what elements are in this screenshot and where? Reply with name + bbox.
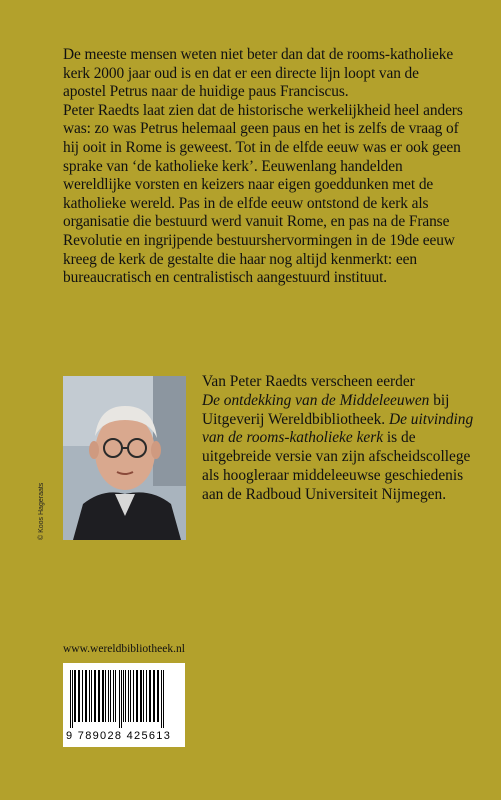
blurb-paragraph-2: Peter Raedts laat zien dat de historische werkelijkheid heel anders was: zo was Petrus helemaal geen paus en het is zelfs de vraag of hij ooit in Rome is geweest. Tot in de elfde eeuw was er ook geen sprake van ‘de katholieke kerk’. Eeuwenlang handelden wereldlijke vorsten en keizers naar eigen goeddunken met de katholieke wereld. Pas in de elfde eeuw ontstond de kerk als organisatie die bestuurd werd vanuit Rome, en pas na de Franse Revolutie en ingrijpende bestuurshervormingen in de 19de eeuw kreeg de kerk de gestalte die haar nog altijd kenmerkt: een bureaucratisch en centralistisch aangestuurd instituut. — [63, 101, 463, 287]
barcode-bar — [91, 670, 92, 722]
barcode-bar — [140, 670, 142, 722]
bio-description: is de uitgebreide versie van zijn afscheidscollege als hoogleraar middeleeuwse geschiedenis aan de Radboud Universiteit Nijmegen. — [202, 429, 471, 503]
barcode-bar — [161, 670, 162, 728]
barcode-bar — [102, 670, 104, 722]
barcode-bar — [82, 670, 83, 722]
barcode-bar — [136, 670, 138, 722]
barcode-bar — [121, 670, 122, 728]
bio-publisher: bij Uitgeverij Wereldbibliotheek. — [202, 391, 450, 428]
barcode-bar — [128, 670, 129, 722]
isbn-number: 9 789028 425613 — [66, 730, 172, 742]
barcode-bar — [163, 670, 164, 728]
barcode-bar — [119, 670, 120, 728]
barcode-bar — [146, 670, 147, 722]
barcode-bar — [78, 670, 80, 722]
barcode-bar — [143, 670, 144, 722]
photo-credit: © Koos Hageraats — [38, 482, 45, 540]
back-cover-blurb — [63, 46, 463, 288]
barcode-bar — [89, 670, 90, 722]
barcode-bar — [70, 670, 71, 728]
barcode-bar — [130, 670, 131, 722]
barcode-bar — [123, 670, 124, 722]
barcode-bar — [115, 670, 116, 722]
barcode-bar — [153, 670, 155, 722]
bio-book-title-1: De ontdekking van de Middeleeuwen — [202, 391, 430, 409]
author-bio — [202, 373, 474, 505]
bio-book-title-2: De uitvinding van de rooms-katholieke kerk — [202, 410, 474, 447]
barcode-bar — [94, 670, 96, 722]
barcode-bar — [108, 670, 109, 722]
barcode-bar — [157, 670, 159, 722]
isbn-barcode — [63, 663, 185, 747]
barcode-bar — [125, 670, 126, 722]
bio-intro: Van Peter Raedts verscheen eerder — [202, 373, 415, 390]
barcode-bar — [110, 670, 111, 722]
barcode-bar — [149, 670, 151, 722]
blurb-paragraph-1: De meeste mensen weten niet beter dan dat de rooms-katholieke kerk 2000 jaar oud is en dat er een directe lijn loopt van de apostel Petrus naar de huidige paus Franciscus. — [63, 46, 454, 101]
barcode-bar — [98, 670, 100, 722]
barcode-bar — [113, 670, 114, 722]
barcode-bar — [133, 670, 134, 722]
barcode-bars — [70, 670, 178, 728]
publisher-website: www.wereldbibliotheek.nl — [63, 643, 185, 655]
barcode-bar — [74, 670, 76, 722]
author-photo — [63, 376, 186, 540]
author-portrait-image — [63, 376, 186, 540]
barcode-bar — [105, 670, 106, 722]
barcode-bar — [72, 670, 73, 728]
barcode-bar — [85, 670, 87, 722]
